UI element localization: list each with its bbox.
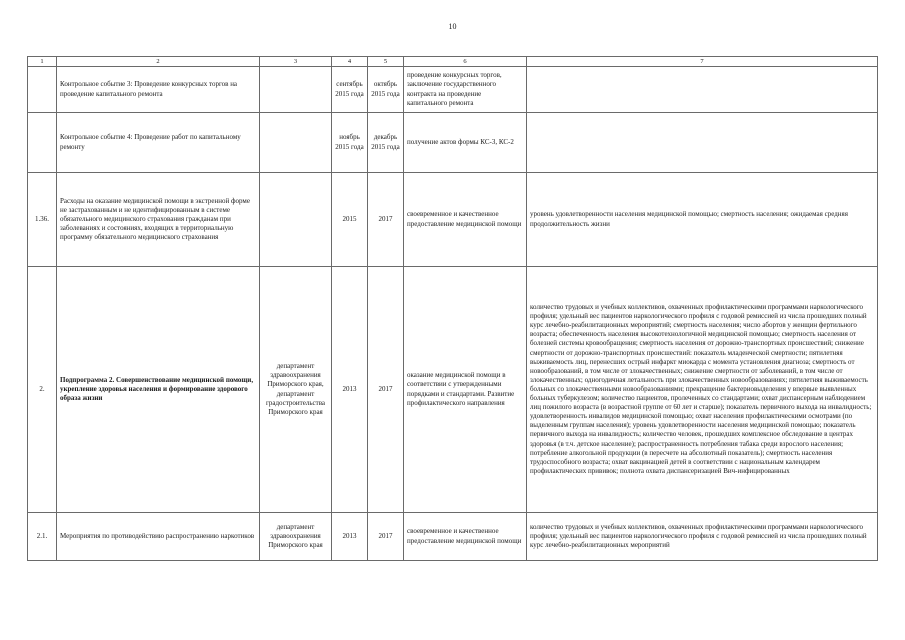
- row-end: декабрь 2015 года: [368, 113, 404, 173]
- row-indicators: [527, 113, 878, 173]
- header-row: [28, 57, 878, 67]
- row-name: Мероприятия по противодействию распространению наркотиков: [57, 513, 260, 561]
- row-start: 2015: [332, 173, 368, 267]
- row-executor: [260, 67, 332, 113]
- row-result: получение актов формы КС-3, КС-2: [404, 113, 527, 173]
- table-row: [28, 267, 878, 513]
- row-indicators: количество трудовых и учебных коллективов, охваченных профилактическими программами наркологического профиля; удельный вес пациентов наркологического профиля с годовой ремиссией из числа прошедших полный курс лечебно-реабилитационных мероприятий: [527, 513, 878, 561]
- header-cell-7: 7: [527, 57, 878, 67]
- row-name: Расходы на оказание медицинской помощи в экстренной форме не застрахованным и не идентифицированным в системе обязательного медицинского страхования гражданам при заболеваниях и состояниях, входящих в территориальную программу обязательного медицинского страхования: [57, 173, 260, 267]
- row-executor: [260, 173, 332, 267]
- header-cell-3: 3: [260, 57, 332, 67]
- row-indicators: количество трудовых и учебных коллективов, охваченных профилактическими программами наркологического профиля; удельный вес пациентов наркологического профиля с годовой ремиссией из числа прошедших полный курс лечебно-реабилитационных мероприятий; смертность населения; число абортов у женщин фертильного возраста; обеспеченность населения высокотехнологичной медицинской помощью; смертность населения от болезней системы кровообращения; смертность населения от дорожно-транспортных происшествий; снижение смертности от дорожно-транспортных происшествий: показатель младенческой смертности; пятилетняя выживаемость лиц, перенесших острый инфаркт миокарда с момента установления диагноза; смертность от новообразований, в том числе от злокачественных; снижение смертности от заболеваний, в том числе от злокачественных; одногодичная летальность при злокачественных новообразованиях; пятилетняя выживаемость больных со злокачественными новообразованиями; прекращение бактериовыделения у впервые выявленных больных туберкулезом; количество пациентов, пролеченных со стандартами; охват диспансерным наблюдением лиц пожилого возраста (в возрастной группе от 60 лет и старше); показатель первичного выхода на инвалидность; удовлетворенность инвалидов медицинской помощью; охват населения профилактическими осмотрами (по выделенным группам населения); уровень удовлетворенности населения медицинской помощью; показатель первичного выхода на инвалидность; количество человек, прошедших комплексное обследование в центрах здоровья (в т.ч. детское население); распространенность потребления табака среди взрослого населения; потребление алкогольной продукции (в пересчете на абсолютный показатель); смертность населения трудоспособного возраста; охват вакцинацией детей в соответствии с национальным календарем профилактических прививок; полнота охвата диспансеризацией Вич-инфицированных: [527, 267, 878, 513]
- row-result: своевременное и качественное предоставление медицинской помощи: [404, 513, 527, 561]
- row-result: оказание медицинской помощи в соответствии с утвержденными порядками и стандартами. Развитие профилактического направления: [404, 267, 527, 513]
- row-start: ноябрь 2015 года: [332, 113, 368, 173]
- row-end: 2017: [368, 173, 404, 267]
- header-cell-2: 2: [57, 57, 260, 67]
- row-name: Подпрограмма 2. Совершенствование медицинской помощи, укрепление здоровья населения и формирование здорового образа жизни: [57, 267, 260, 513]
- row-number: [28, 113, 57, 173]
- table-row: [28, 113, 878, 173]
- row-result: проведение конкурсных торгов, заключение государственного контракта на проведение капитального ремонта: [404, 67, 527, 113]
- row-indicators: [527, 67, 878, 113]
- table-row: [28, 513, 878, 561]
- program-table: [27, 56, 878, 561]
- row-start: сентябрь 2015 года: [332, 67, 368, 113]
- row-number: 1.36.: [28, 173, 57, 267]
- row-number: [28, 67, 57, 113]
- row-result: своевременное и качественное предоставление медицинской помощи: [404, 173, 527, 267]
- row-start: 2013: [332, 513, 368, 561]
- row-end: октябрь 2015 года: [368, 67, 404, 113]
- page-number: 10: [448, 22, 457, 31]
- table-row: [28, 173, 878, 267]
- header-cell-1: 1: [28, 57, 57, 67]
- row-name: Контрольное событие 4: Проведение работ по капитальному ремонту: [57, 113, 260, 173]
- row-executor: департамент здравоохранения Приморского края, департамент градостроительства Приморского края: [260, 267, 332, 513]
- row-number: 2.1.: [28, 513, 57, 561]
- row-end: 2017: [368, 513, 404, 561]
- row-executor: департамент здравоохранения Приморского края: [260, 513, 332, 561]
- row-indicators: уровень удовлетворенности населения медицинской помощью; смертность населения; ожидаемая средняя продолжительность жизни: [527, 173, 878, 267]
- header-cell-4: 4: [332, 57, 368, 67]
- table-row: [28, 67, 878, 113]
- row-name: Контрольное событие 3: Проведение конкурсных торгов на проведение капитального ремонта: [57, 67, 260, 113]
- row-end: 2017: [368, 267, 404, 513]
- row-executor: [260, 113, 332, 173]
- header-cell-5: 5: [368, 57, 404, 67]
- row-start: 2013: [332, 267, 368, 513]
- row-number: 2.: [28, 267, 57, 513]
- header-cell-6: 6: [404, 57, 527, 67]
